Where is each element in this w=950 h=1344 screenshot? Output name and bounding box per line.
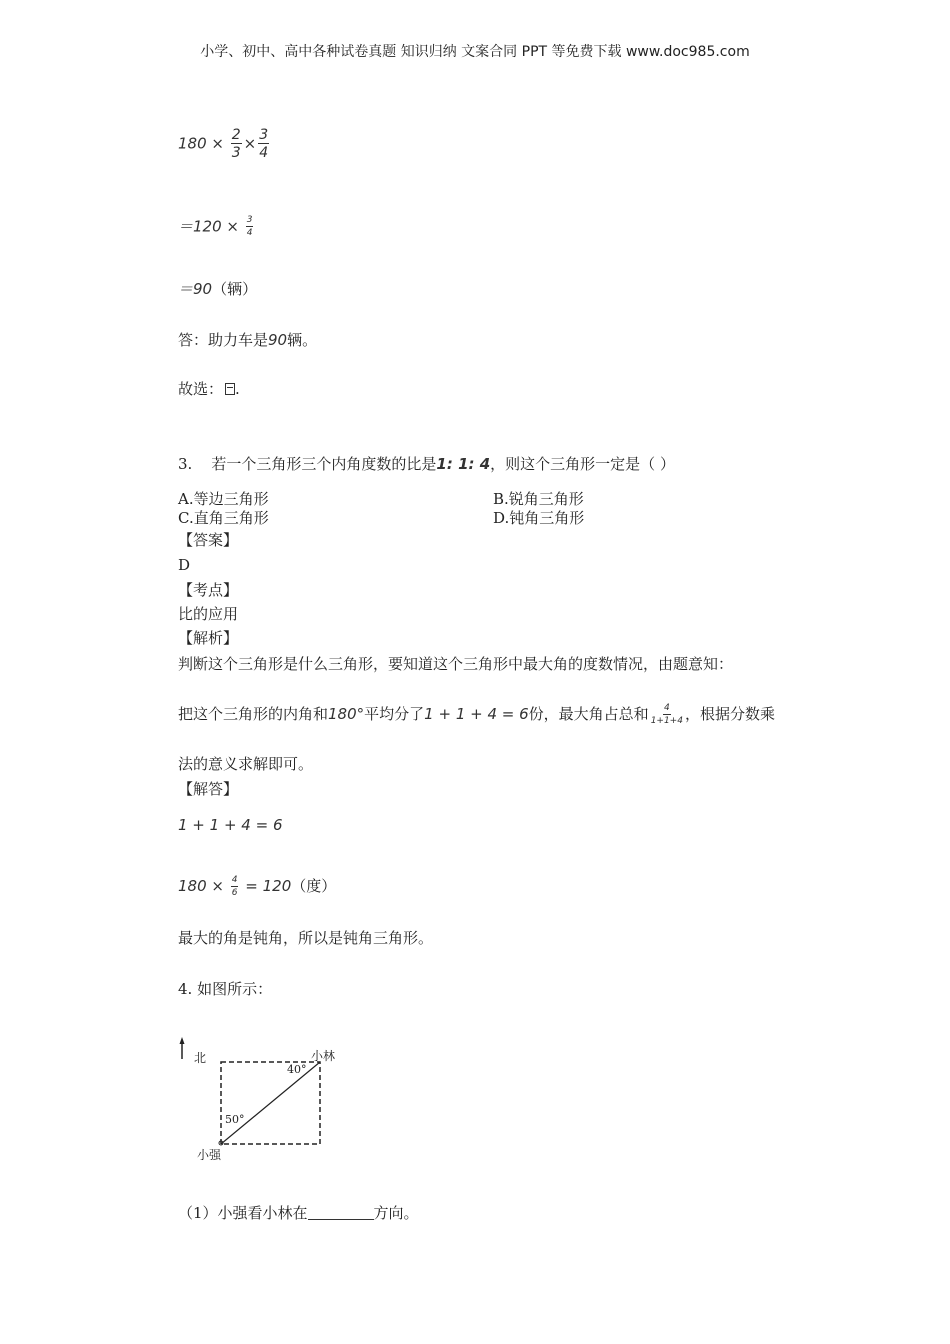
q3-stem: 3. 若一个三角形三个内角度数的比是1: 1: 4，则这个三角形一定是（ ） [178,455,675,473]
q3-option-c: C.直角三角形 [178,509,269,527]
q2-answer: 答：助力车是90辆。 [178,331,318,349]
fraction-4-6: $\frac{4}{6}$ [231,875,238,898]
solution-line-2: 180 × $\frac{4}{6}$ = 120（度） [178,875,337,898]
north-arrow-icon [180,1037,185,1044]
solution-line-1: 1 + 1 + 4 = 6 [178,816,283,834]
q2-step2: ＝120 × $\frac{3}{4}$ [178,215,253,238]
placeholder-box-icon [225,383,235,395]
q4-sub1: （1）小强看小林在 方向。 [178,1204,419,1222]
fraction-3-4: $\frac{3}{4}$ [259,127,269,161]
answer-heading: 【答案】 [178,531,239,549]
conclusion: 最大的角是钝角，所以是钝角三角形。 [178,929,434,947]
xiaoqiang-label: 小强 [197,1148,222,1162]
north-label: 北 [194,1051,207,1065]
topic-heading: 【考点】 [178,581,239,599]
analysis-line-2: 把这个三角形的内角和180°平均分了1 + 1 + 4 = 6份，最大角占总和 $\frac{4}{1+1+4}$ ，根据分数乘 [178,703,775,726]
page-header: 小学、初中、高中各种试卷真题 知识归纳 文案合同 PPT 等免费下载 www.doc985.com [200,44,750,60]
analysis-line-1: 判断这个三角形是什么三角形，要知道这个三角形中最大角的度数情况，由题意知： [178,655,734,673]
topic-value: 比的应用 [178,605,239,623]
angle-50-label: 50° [225,1113,245,1126]
direction-diagram [170,1035,370,1170]
fraction-4-over-sum: $\frac{4}{1+1+4}$ [650,703,683,726]
analysis-heading: 【解析】 [178,629,239,647]
answer-blank[interactable] [308,1205,374,1220]
q3-option-d: D.钝角三角形 [493,509,585,527]
fraction-2-3: $\frac{2}{3}$ [231,127,241,161]
q4-title: 4. 如图所示： [178,980,273,998]
solution-heading: 【解答】 [178,780,239,798]
fraction-3-4-small: $\frac{3}{4}$ [246,215,253,238]
analysis-line-3: 法的意义求解即可。 [178,755,314,773]
q2-choice: 故选： . [178,380,240,398]
q3-option-b: B.锐角三角形 [493,490,584,508]
answer-value: D [178,556,191,574]
angle-40-label: 40° [287,1063,307,1076]
q2-expression: 180 × $\frac{2}{3}$ × $\frac{3}{4}$ [178,127,269,161]
q2-step3: ＝90（辆） [178,280,258,298]
xiaolin-label: 小林 [311,1049,336,1063]
q3-option-a: A.等边三角形 [178,490,269,508]
